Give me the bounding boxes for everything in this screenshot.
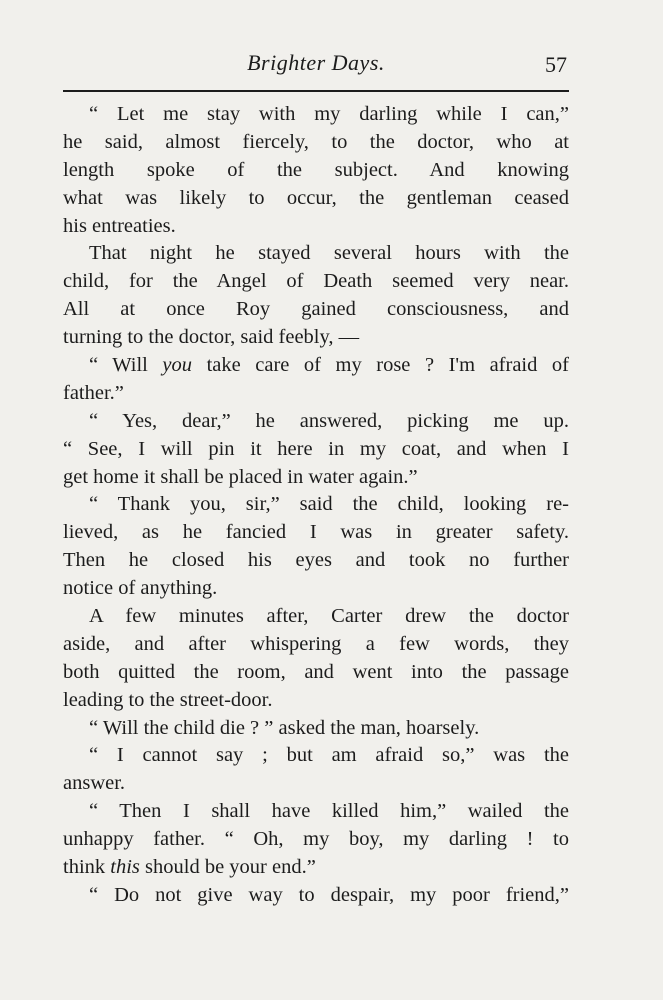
text-line: answer. (63, 772, 126, 795)
text-line: father.” (63, 381, 124, 404)
text-run: “ Will (89, 354, 163, 377)
body-text (63, 101, 569, 910)
text-line: get home it shall be placed in water again.” (63, 465, 418, 488)
text-line: he said, almost fiercely, to the doctor, who at (63, 130, 569, 153)
text-line: notice of anything. (63, 577, 218, 600)
text-line: child, for the Angel of Death seemed very near. (63, 270, 569, 293)
text-line: All at once Roy gained consciousness, and (63, 298, 569, 321)
text-line: “ Do not give way to despair, my poor friend,” (89, 883, 569, 906)
italic-text: you (162, 354, 193, 377)
text-line: both quitted the room, and went into the passage (63, 660, 569, 683)
text-line: That night he stayed several hours with the (89, 242, 569, 265)
page-number: 57 (545, 52, 567, 77)
text-line: his entreaties. (63, 214, 176, 237)
text-line: what was likely to occur, the gentleman ceased (63, 186, 569, 209)
text-line: “ Let me stay with my darling while I can,” (89, 103, 569, 125)
text-line: “ See, I will pin it here in my coat, and when I (63, 437, 569, 460)
text-line: “ Yes, dear,” he answered, picking me up. (89, 409, 569, 432)
text-line: “ Then I shall have killed him,” wailed the (89, 800, 569, 823)
italic-text: this (110, 856, 140, 879)
text-line: “ Thank you, sir,” said the child, looking re- (89, 493, 569, 516)
running-title: Brighter Days. (247, 50, 385, 75)
text-line: aside, and after whispering a few words, they (63, 632, 569, 655)
text-run: take care of my rose ? I'm afraid of (192, 354, 569, 377)
text-run: think (63, 856, 111, 879)
text-line: lieved, as he fancied I was in greater safety. (63, 521, 569, 544)
text-line (63, 854, 569, 882)
text-line (63, 352, 569, 380)
header-rule (63, 90, 569, 92)
running-header (63, 46, 569, 86)
text-line: unhappy father. “ Oh, my boy, my darling ! to (63, 828, 569, 851)
text-line: leading to the street-door. (63, 688, 273, 711)
text-line: length spoke of the subject. And knowing (63, 158, 569, 181)
text-line: Then he closed his eyes and took no further (63, 549, 569, 572)
text-line: “ I cannot say ; but am afraid so,” was the (89, 744, 569, 767)
text-line: A few minutes after, Carter drew the doctor (89, 605, 569, 628)
text-run: should be your end.” (139, 856, 316, 879)
text-line: turning to the doctor, said feebly, — (63, 326, 360, 349)
text-line: “ Will the child die ? ” asked the man, hoarsely. (89, 716, 480, 739)
